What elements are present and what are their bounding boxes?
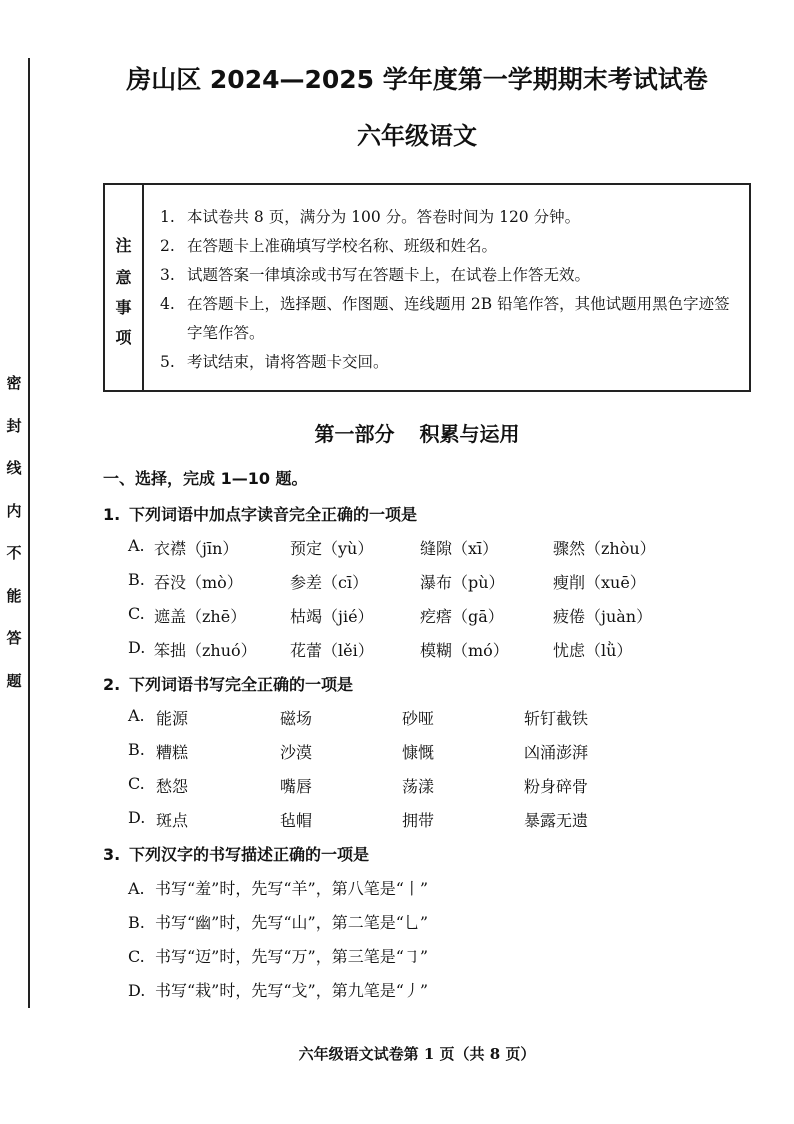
seal-char: 题: [6, 671, 22, 690]
option-cell: 能源: [156, 709, 189, 728]
notice-item: [160, 232, 739, 261]
question-number: 1.: [103, 505, 121, 524]
option-cell: 忧虑（lǜ）: [553, 641, 633, 660]
option-cell: 缝隙（xī）: [420, 539, 499, 558]
notice-item: [160, 261, 739, 290]
question-text: 下列词语书写完全正确的一项是: [129, 675, 354, 694]
option-row: [128, 876, 428, 899]
option-text: 书写“迈”时，先写“万”，第三笔是“㇆”: [155, 947, 429, 966]
option-cell: 衣襟（jīn）: [154, 539, 239, 558]
option-cell: 荡漾: [402, 777, 435, 796]
option-letter: C.: [128, 947, 145, 966]
option-cell: 凶涌澎湃: [524, 743, 589, 762]
option-letter: C.: [128, 774, 145, 793]
option-cell: 骤然（zhòu）: [553, 539, 656, 558]
page-footer: 六年级语文试卷第 1 页（共 8 页）: [298, 1045, 536, 1063]
option-cell: 愁怨: [156, 777, 189, 796]
notice-item-number: 1.: [160, 208, 175, 226]
option-row: [128, 808, 748, 834]
notice-item: [160, 348, 739, 377]
option-cell: 疲倦（juàn）: [553, 607, 653, 626]
notice-item-text: 试题答案一律填涂或书写在答题卡上，在试卷上作答无效。: [187, 266, 591, 284]
notice-label-char: 意: [115, 268, 132, 287]
notice-box: [103, 183, 751, 392]
question-text: 下列汉字的书写描述正确的一项是: [129, 845, 370, 864]
option-cell: 疙瘩（gā）: [420, 607, 504, 626]
seal-char: 答: [6, 629, 22, 647]
option-row: [128, 570, 748, 596]
notice-label-char: 项: [115, 328, 132, 347]
option-letter: B.: [128, 570, 145, 589]
option-letter: D.: [128, 981, 146, 1000]
notice-item-text: 本试卷共 8 页，满分为 100 分。答卷时间为 120 分钟。: [187, 208, 581, 226]
option-text: 书写“羞”时，先写“羊”，第八笔是“丨”: [155, 879, 429, 898]
question-stem: [103, 842, 369, 865]
notice-item-number: 4.: [160, 295, 175, 313]
seal-char: 内: [6, 501, 22, 520]
notice-item-number: 5.: [160, 353, 175, 371]
option-row: [128, 944, 428, 967]
option-cell: 糟糕: [156, 743, 189, 762]
seal-char: 密: [6, 374, 22, 392]
option-row: [128, 706, 748, 732]
option-letter: B.: [128, 913, 145, 932]
option-cell: 嘴唇: [280, 777, 313, 796]
option-text: 书写“栽”时，先写“戈”，第九笔是“丿”: [155, 981, 429, 1000]
option-letter: D.: [128, 638, 146, 657]
option-text: 书写“幽”时，先写“山”，第二笔是“乚”: [155, 913, 429, 932]
option-letter: C.: [128, 604, 145, 623]
question-text: 下列词语中加点字读音完全正确的一项是: [129, 505, 418, 524]
option-cell: 花蕾（lěi）: [290, 641, 374, 660]
option-cell: 慷慨: [402, 743, 435, 762]
notice-label-char: 事: [115, 298, 132, 317]
notice-label: [105, 185, 144, 390]
option-letter: D.: [128, 808, 146, 827]
option-cell: 磁场: [280, 709, 313, 728]
option-cell: 暴露无遗: [524, 811, 589, 830]
option-row: [128, 978, 428, 1001]
question-number: 3.: [103, 845, 121, 864]
option-letter: A.: [128, 706, 145, 725]
option-cell: 枯竭（jié）: [290, 607, 374, 626]
option-cell: 瀑布（pù）: [420, 573, 505, 592]
notice-item: [160, 203, 739, 232]
notice-item: [160, 290, 739, 348]
option-letter: A.: [128, 536, 145, 555]
option-row: [128, 536, 748, 562]
notice-item-number: 3.: [160, 266, 175, 284]
question-number: 2.: [103, 675, 121, 694]
notice-item-text: 考试结束，请将答题卡交回。: [187, 353, 389, 371]
question-stem: [103, 672, 353, 695]
option-cell: 吞没（mò）: [154, 573, 243, 592]
option-letter: B.: [128, 740, 145, 759]
option-cell: 毡帽: [280, 811, 313, 830]
option-cell: 沙漠: [280, 743, 313, 762]
option-row: [128, 604, 748, 630]
exam-subtitle: 六年级语文: [357, 122, 477, 150]
exam-title: 房山区 2024—2025 学年度第一学期期末考试试卷: [126, 65, 708, 94]
seal-char: 封: [6, 416, 22, 435]
section-heading: 一、选择，完成 1—10 题。: [103, 469, 308, 488]
option-cell: 斩钉截铁: [524, 709, 589, 728]
notice-list: [160, 203, 739, 377]
notice-label-char: 注: [115, 236, 132, 255]
seal-char: 能: [6, 586, 22, 605]
notice-item-text: 在答题卡上准确填写学校名称、班级和姓名。: [187, 237, 498, 255]
notice-item-number: 2.: [160, 237, 175, 255]
option-letter: A.: [128, 879, 145, 898]
option-row: [128, 638, 748, 664]
option-row: [128, 740, 748, 766]
option-cell: 斑点: [156, 811, 189, 830]
option-cell: 瘦削（xuē）: [553, 573, 646, 592]
option-cell: 模糊（mó）: [420, 641, 509, 660]
binding-margin-line: [28, 58, 30, 1008]
option-row: [128, 774, 748, 800]
part-title: 第一部分 积累与运用: [314, 422, 520, 446]
seal-char: 不: [6, 544, 22, 562]
option-cell: 笨拙（zhuó）: [154, 641, 257, 660]
option-cell: 拥带: [402, 811, 435, 830]
option-cell: 粉身碎骨: [524, 777, 589, 796]
option-cell: 砂哑: [402, 709, 435, 728]
option-row: [128, 910, 428, 933]
question-stem: [103, 502, 417, 525]
option-cell: 预定（yù）: [290, 539, 374, 558]
notice-item-text: 在答题卡上，选择题、作图题、连线题用 2B 铅笔作答，其他试题用黑色字迹签字笔作答。: [187, 295, 730, 342]
seal-char: 线: [6, 459, 22, 477]
option-cell: 参差（cī）: [290, 573, 369, 592]
option-cell: 遮盖（zhē）: [154, 607, 247, 626]
